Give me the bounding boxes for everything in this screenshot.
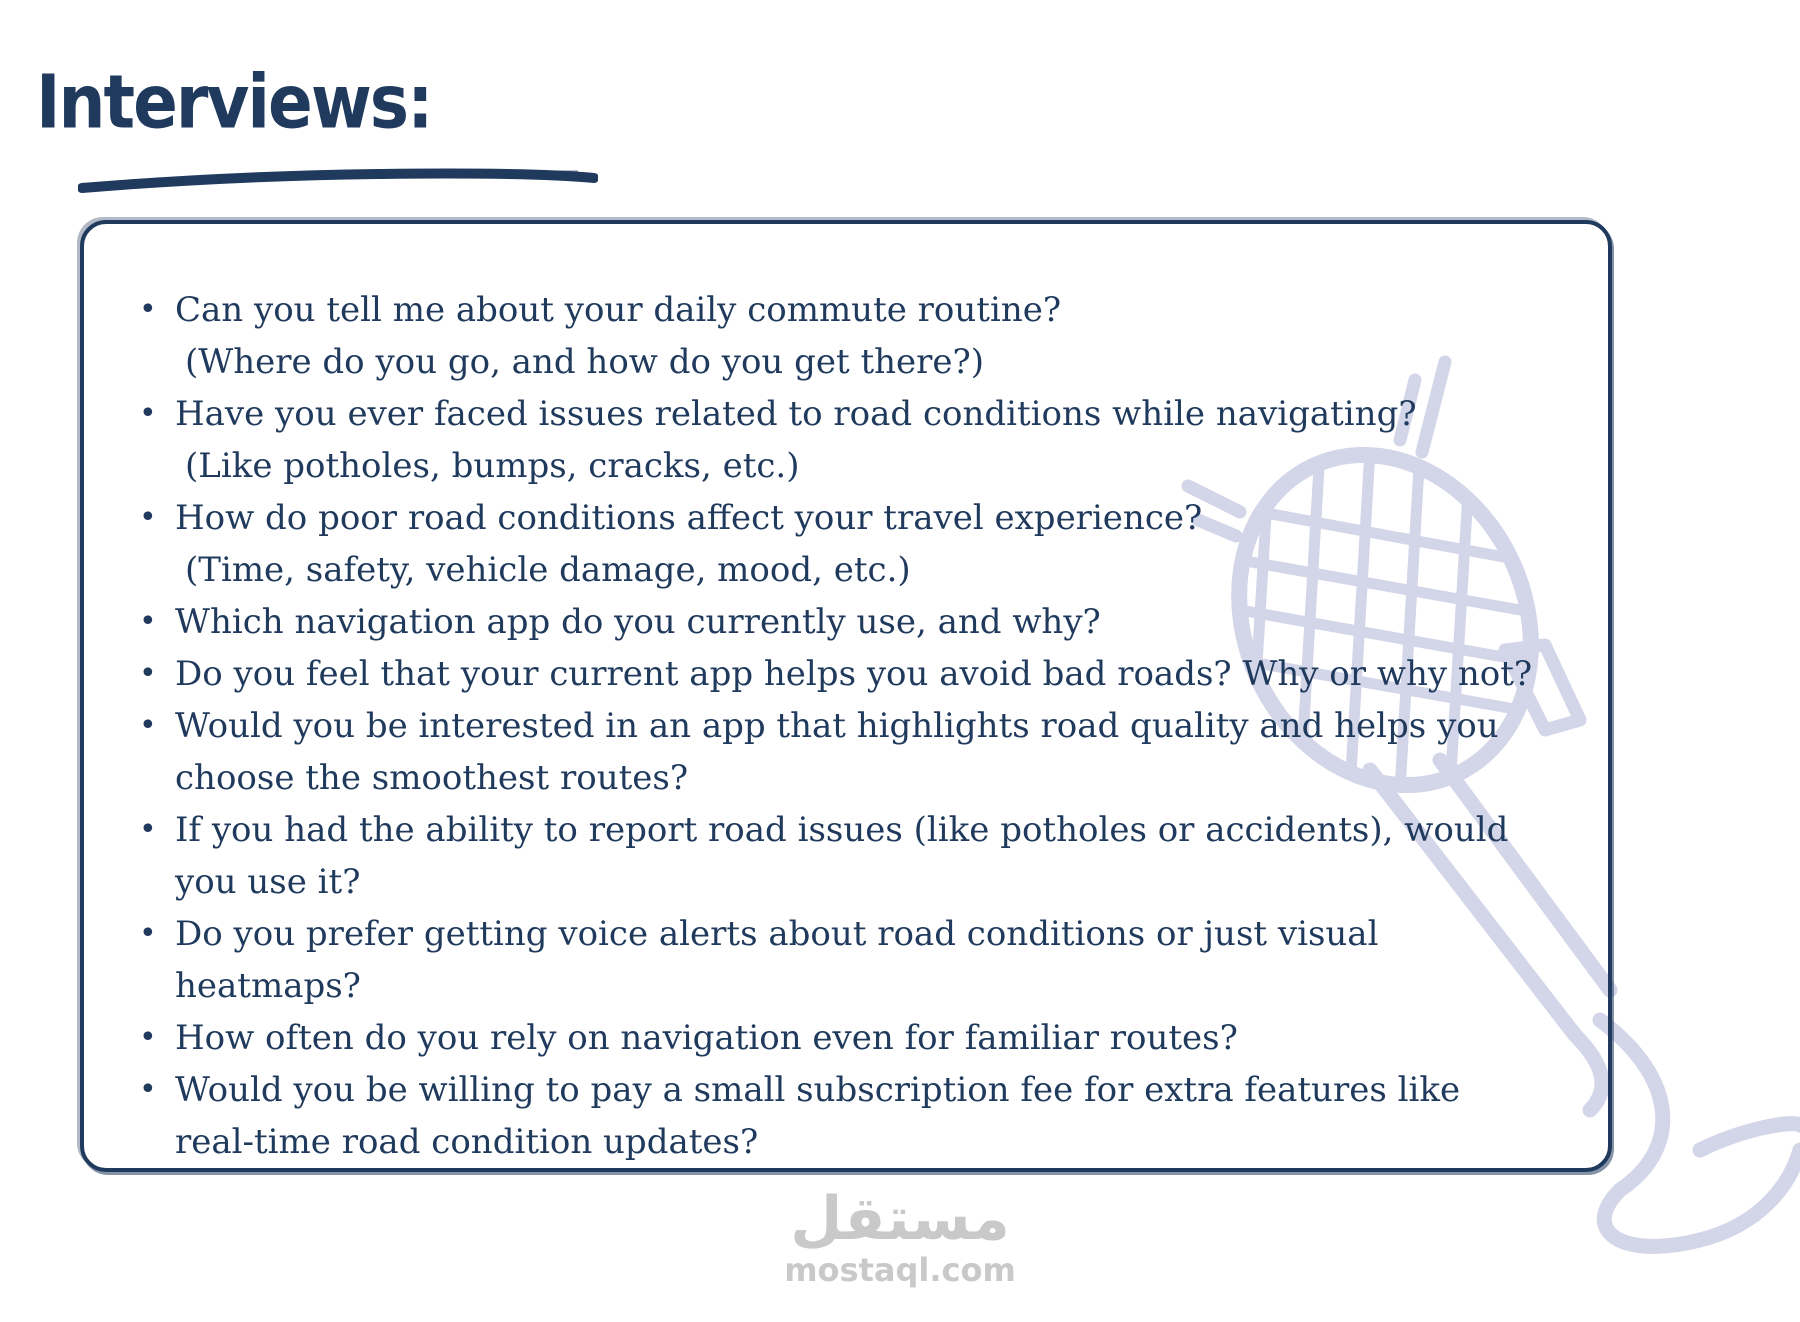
- question-text: Can you tell me about your daily commute routine?: [175, 290, 1062, 330]
- question-text: How often do you rely on navigation even for familiar routes?: [175, 1018, 1238, 1058]
- list-item: [139, 1012, 1539, 1064]
- list-item: [139, 492, 1539, 596]
- mostaql-watermark: [780, 1186, 1020, 1288]
- question-hint: (Time, safety, vehicle damage, mood, etc.): [185, 550, 911, 590]
- question-hint: (Like potholes, bumps, cracks, etc.): [185, 446, 800, 486]
- question-text: Which navigation app do you currently use, and why?: [175, 602, 1101, 642]
- list-item: [139, 388, 1539, 492]
- question-text: Do you feel that your current app helps you avoid bad roads? Why or why not?: [175, 654, 1533, 694]
- question-text: Have you ever faced issues related to road conditions while navigating?: [175, 394, 1417, 434]
- question-text: Would you be willing to pay a small subscription fee for extra features like real-time road condition updates?: [175, 1070, 1461, 1162]
- interview-questions-list: [139, 284, 1539, 1168]
- watermark-arabic-logo: مستقل: [790, 1184, 1010, 1254]
- watermark-url: mostaql.com: [784, 1251, 1016, 1289]
- question-text: Would you be interested in an app that highlights road quality and helps you choose the smoothest routes?: [175, 706, 1499, 798]
- question-text: How do poor road conditions affect your travel experience?: [175, 498, 1203, 538]
- question-text: Do you prefer getting voice alerts about road conditions or just visual heatmaps?: [175, 914, 1379, 1006]
- title-underline-stroke: [78, 158, 598, 198]
- list-item: [139, 284, 1539, 388]
- list-item: [139, 908, 1539, 1012]
- list-item: [139, 804, 1539, 908]
- question-text: If you had the ability to report road issues (like potholes or accidents), would you use it?: [175, 810, 1509, 902]
- list-item: [139, 1064, 1539, 1168]
- question-hint: (Where do you go, and how do you get there?): [185, 342, 985, 382]
- list-item: [139, 648, 1539, 700]
- list-item: [139, 700, 1539, 804]
- list-item: [139, 596, 1539, 648]
- page-title: Interviews:: [36, 59, 432, 146]
